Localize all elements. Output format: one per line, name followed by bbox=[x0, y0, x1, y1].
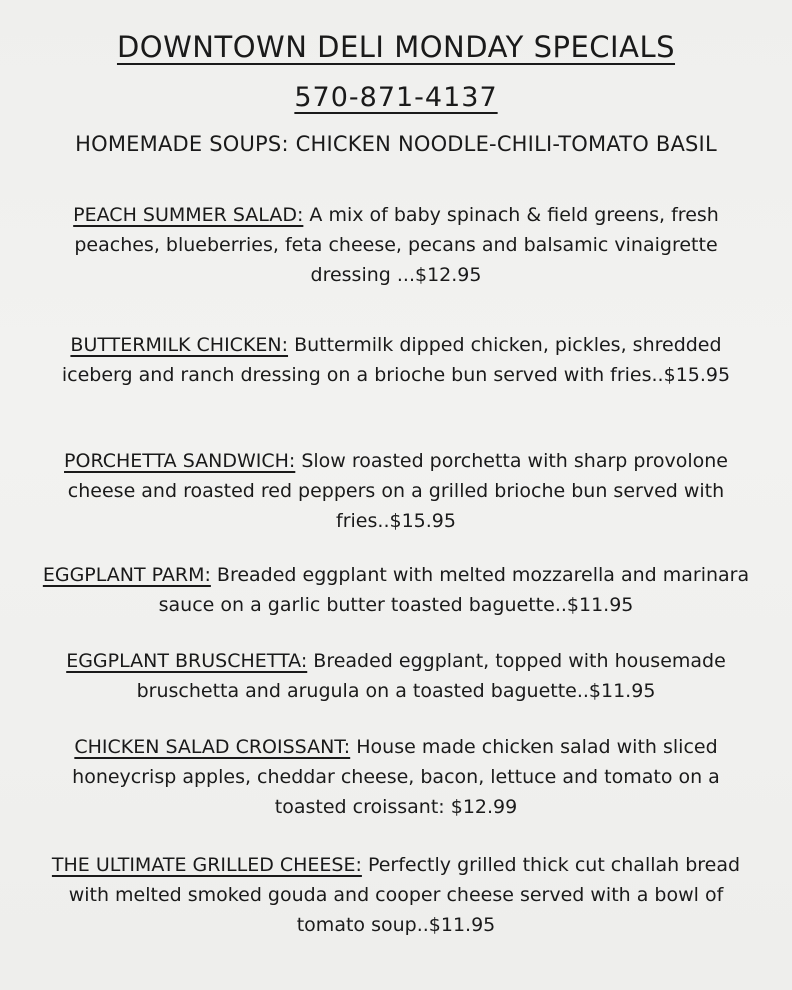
menu-item-name: THE ULTIMATE GRILLED CHEESE: bbox=[51, 854, 362, 876]
menu-item-eggplant-bruschetta bbox=[40, 646, 752, 706]
phone-number: 570-871-4137 bbox=[294, 82, 498, 113]
soups-line: HOMEMADE SOUPS: CHICKEN NOODLE-CHILI-TOMATO BASIL bbox=[75, 132, 717, 156]
page-title: DOWNTOWN DELI MONDAY SPECIALS bbox=[116, 30, 676, 64]
menu-item-name: EGGPLANT PARM: bbox=[42, 564, 211, 586]
menu-item-description: Breaded eggplant, topped with housemade bruschetta and arugula on a toasted baguette..$11.95 bbox=[136, 650, 726, 702]
menu-item-name: PEACH SUMMER SALAD: bbox=[73, 204, 304, 226]
menu-item-name: EGGPLANT BRUSCHETTA: bbox=[66, 650, 308, 672]
menu-item-description: Slow roasted porchetta with sharp provolone cheese and roasted red peppers on a grilled brioche bun served with fries..$15.95 bbox=[67, 450, 728, 532]
menu-item-peach-summer-salad bbox=[40, 200, 752, 290]
menu-item-chicken-salad-croissant bbox=[40, 732, 752, 822]
menu-item-name: BUTTERMILK CHICKEN: bbox=[70, 334, 289, 356]
menu-item-porchetta-sandwich bbox=[40, 446, 752, 536]
menu-item-eggplant-parm bbox=[40, 560, 752, 620]
menu-item-ultimate-grilled-cheese bbox=[40, 850, 752, 940]
menu-item-name: CHICKEN SALAD CROISSANT: bbox=[74, 736, 351, 758]
menu-item-description: Breaded eggplant with melted mozzarella and marinara sauce on a garlic butter toasted baguette..$11.95 bbox=[158, 564, 750, 616]
menu-item-description: Buttermilk dipped chicken, pickles, shredded iceberg and ranch dressing on a brioche bun served with fries..$15.95 bbox=[61, 334, 731, 386]
menu-item-name: PORCHETTA SANDWICH: bbox=[64, 450, 296, 472]
menu-item-description: A mix of baby spinach & field greens, fresh peaches, blueberries, feta cheese, pecans and balsamic vinaigrette dressing ...$12.95 bbox=[74, 204, 719, 286]
menu-item-buttermilk-chicken bbox=[40, 330, 752, 390]
menu-item-description: House made chicken salad with sliced honeycrisp apples, cheddar cheese, bacon, lettuce and tomato on a toasted croissant: $12.99 bbox=[72, 736, 720, 818]
menu-item-description: Perfectly grilled thick cut challah bread with melted smoked gouda and cooper cheese served with a bowl of tomato soup..$11.95 bbox=[68, 854, 741, 936]
